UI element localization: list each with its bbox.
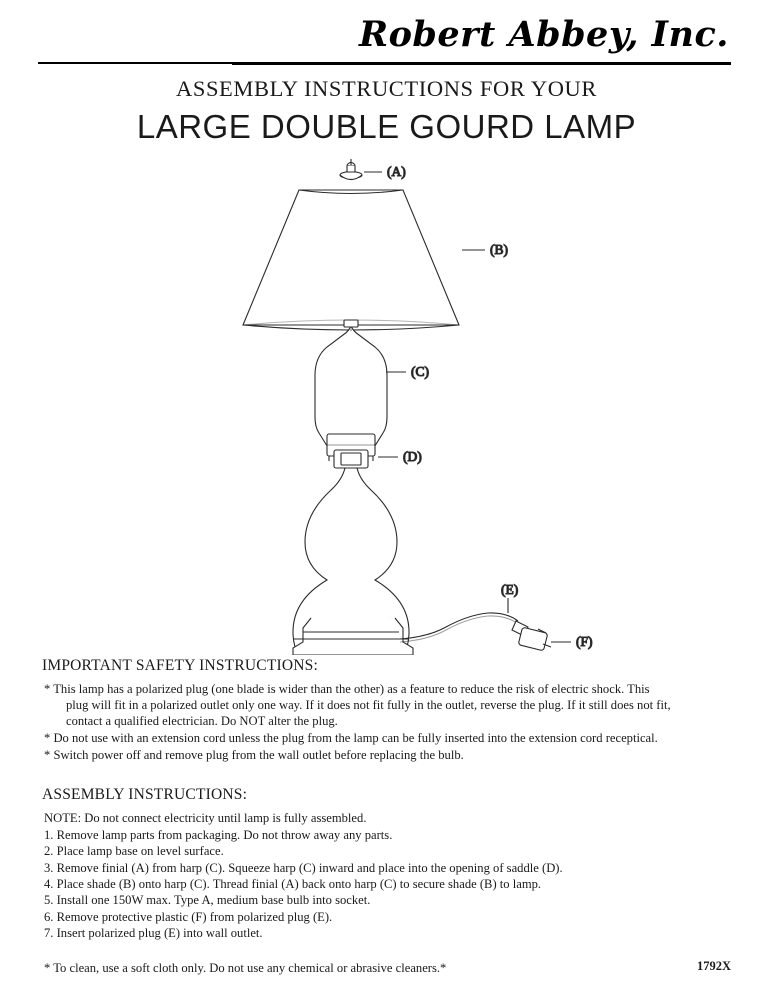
shade-shape <box>243 190 459 330</box>
callout-label-f: (F) <box>576 634 593 649</box>
safety-item <box>44 681 731 729</box>
page-title: LARGE DOUBLE GOURD LAMP <box>136 108 637 145</box>
assembly-heading: ASSEMBLY INSTRUCTIONS: <box>42 785 248 803</box>
lamp-body-shape <box>293 468 413 655</box>
finial-shape <box>340 159 362 180</box>
lamp-diagram-svg <box>38 150 735 655</box>
callout-label-c: (C) <box>411 364 429 379</box>
saddle-shape <box>327 434 375 468</box>
document-code: 1792X <box>696 959 731 973</box>
power-cord-shape <box>400 613 518 642</box>
assembly-step: 2. Place lamp base on level surface. <box>44 844 224 859</box>
subtitle-line: ASSEMBLY INSTRUCTIONS FOR YOUR <box>175 76 597 101</box>
assembly-step: 5. Install one 150W max. Type A, medium base bulb into socket. <box>44 893 371 908</box>
callout-label-e: (E) <box>501 582 519 597</box>
safety-item-text: * This lamp has a polarized plug (one blade is wider than the other) as a feature to reduce the risk of electric shock. This <box>44 682 650 696</box>
assembly-steps <box>38 827 735 942</box>
assembly-step: 3. Remove finial (A) from harp (C). Squeeze harp (C) inward and place into the opening of saddle (D). <box>44 860 563 875</box>
brand-logo-text: Robert Abbey, Inc. <box>358 14 729 55</box>
safety-item-text-cont: contact a qualified electrician. Do NOT alter the plug. <box>66 714 338 729</box>
safety-item <box>44 730 731 746</box>
assembly-step: 7. Insert polarized plug (E) into wall outlet. <box>44 926 263 941</box>
callout-label-d: (D) <box>403 449 422 464</box>
lamp-diagram <box>38 150 735 655</box>
callout-label-b: (B) <box>490 242 508 257</box>
safety-item-text: * Do not use with an extension cord unless the plug from the lamp can be fully inserted into the extension cord receptical. <box>44 731 658 746</box>
brand-header <box>38 0 735 66</box>
safety-section <box>38 657 735 764</box>
safety-list <box>38 681 735 764</box>
callout-label-a: (A) <box>387 164 406 179</box>
cleaning-note: * To clean, use a soft cloth only. Do not use any chemical or abrasive cleaners.* <box>44 961 447 976</box>
header-divider <box>38 62 731 64</box>
safety-item <box>44 747 731 763</box>
assembly-section <box>38 786 735 977</box>
polarized-plug-shape <box>512 621 551 651</box>
assembly-step: 6. Remove protective plastic (F) from polarized plug (E). <box>44 909 333 924</box>
safety-item-text: * Switch power off and remove plug from the wall outlet before replacing the bulb. <box>44 748 464 763</box>
safety-item-text-cont: plug will fit in a polarized outlet only one way. If it does not fit fully in the outlet, reverse the plug. If it still does not fit, <box>66 698 671 713</box>
assembly-note: NOTE: Do not connect electricity until lamp is fully assembled. <box>44 810 367 825</box>
assembly-step: 1. Remove lamp parts from packaging. Do not throw away any parts. <box>44 827 393 842</box>
assembly-step: 4. Place shade (B) onto harp (C). Thread finial (A) back onto harp (C) to secure shade (B) to lamp. <box>44 876 542 891</box>
safety-heading: IMPORTANT SAFETY INSTRUCTIONS: <box>42 657 318 674</box>
